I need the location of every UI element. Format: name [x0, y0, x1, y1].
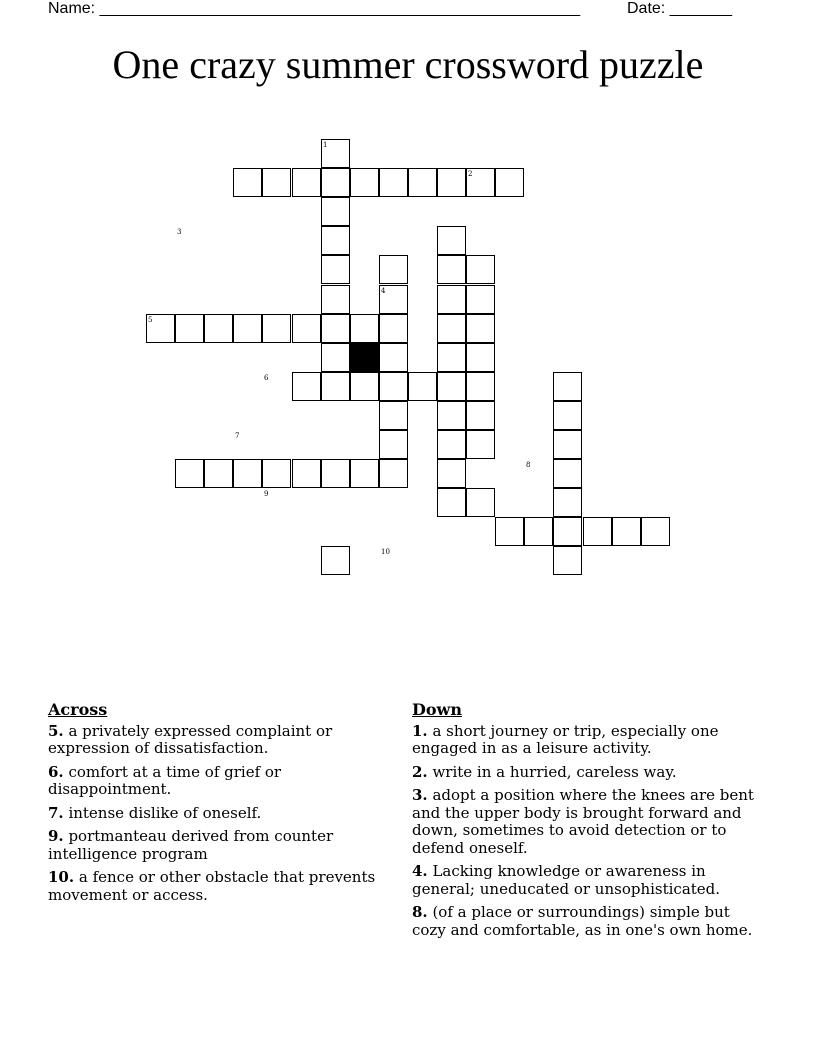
grid-cell[interactable]	[292, 372, 321, 401]
grid-cell[interactable]	[321, 343, 350, 372]
grid-cell[interactable]	[466, 372, 495, 401]
down-clue-1: 1. a short journey or trip, especially one engaged in as a leisure activity.	[412, 721, 719, 757]
grid-cell[interactable]	[321, 314, 350, 343]
grid-cell[interactable]	[583, 517, 612, 546]
grid-cell[interactable]	[292, 459, 321, 488]
grid-cell[interactable]	[321, 285, 350, 314]
grid-cell[interactable]	[379, 401, 408, 430]
grid-cell[interactable]	[437, 343, 466, 372]
across-clue-9: 9. portmanteau derived from counter intelligence program	[48, 827, 334, 863]
across-clue-6: 6. comfort at a time of grief or disappointment.	[48, 762, 282, 798]
grid-cell[interactable]	[437, 285, 466, 314]
across-clue-10: 10. a fence or other obstacle that prevents movement or access.	[48, 868, 376, 904]
down-clue-2: 2. write in a hurried, careless way.	[412, 762, 677, 781]
page-title: One crazy summer crossword puzzle	[112, 42, 704, 87]
clue-number-5: 5	[148, 316, 153, 324]
grid-cell[interactable]	[466, 314, 495, 343]
grid-cell[interactable]	[175, 314, 204, 343]
grid-cell[interactable]	[379, 285, 408, 314]
grid-cell[interactable]	[321, 168, 350, 197]
grid-cell[interactable]	[553, 517, 582, 546]
grid-cell[interactable]	[233, 314, 262, 343]
grid-cell[interactable]	[350, 314, 379, 343]
down-clues	[412, 701, 760, 945]
clue-number-2: 2	[468, 170, 473, 178]
grid-cell[interactable]	[379, 314, 408, 343]
grid-cell[interactable]	[553, 488, 582, 517]
date-line: Date: _______	[627, 0, 732, 17]
grid-cell[interactable]	[437, 459, 466, 488]
clue-number-8: 8	[526, 461, 531, 469]
grid-cell[interactable]	[262, 314, 291, 343]
grid-cell[interactable]	[553, 372, 582, 401]
clue-number-9: 9	[264, 490, 269, 498]
grid-cell[interactable]	[553, 401, 582, 430]
down-heading: Down	[412, 700, 462, 719]
down-clue-8: 8. (of a place or surroundings) simple but cozy and comfortable, as in one's own home.	[412, 903, 753, 939]
grid-cell[interactable]	[292, 314, 321, 343]
grid-cell[interactable]	[321, 372, 350, 401]
grid-cell[interactable]	[379, 168, 408, 197]
grid-cell[interactable]	[437, 488, 466, 517]
grid-cell[interactable]	[466, 430, 495, 459]
grid-cell[interactable]	[437, 226, 466, 255]
grid-cell[interactable]	[233, 459, 262, 488]
grid-cell[interactable]	[321, 255, 350, 284]
grid-cell[interactable]	[321, 546, 350, 575]
clue-number-1: 1	[323, 141, 328, 149]
grid-cell[interactable]	[321, 459, 350, 488]
down-clue-3: 3. adopt a position where the knees are bent and the upper body is brought forward and down, sometimes to avoid detection or to defend oneself.	[412, 786, 754, 857]
grid-cell[interactable]	[350, 168, 379, 197]
name-line: Name: ______________________________________________________	[48, 0, 581, 17]
across-clue-5: 5. a privately expressed complaint or expression of dissatisfaction.	[48, 721, 333, 757]
grid-cell[interactable]	[437, 401, 466, 430]
grid-cell[interactable]	[437, 430, 466, 459]
across-clue-7: 7. intense dislike of oneself.	[48, 803, 262, 822]
grid-cell[interactable]	[437, 255, 466, 284]
grid-cell[interactable]	[292, 168, 321, 197]
grid-cell[interactable]	[146, 314, 175, 343]
grid-cell[interactable]	[408, 372, 437, 401]
grid-cell[interactable]	[321, 197, 350, 226]
grid-cell[interactable]	[379, 343, 408, 372]
grid-cell[interactable]	[379, 372, 408, 401]
grid-cell[interactable]	[641, 517, 670, 546]
clue-number-3: 3	[177, 228, 182, 236]
grid-cell[interactable]	[321, 139, 350, 168]
grid-cell[interactable]	[466, 168, 495, 197]
black-cell	[350, 343, 379, 372]
grid-cell[interactable]	[321, 226, 350, 255]
clue-number-6: 6	[264, 374, 269, 382]
grid-cell[interactable]	[437, 314, 466, 343]
clue-number-7: 7	[235, 432, 240, 440]
grid-cell[interactable]	[379, 459, 408, 488]
grid-cell[interactable]	[204, 459, 233, 488]
grid-cell[interactable]	[379, 255, 408, 284]
grid-cell[interactable]	[350, 372, 379, 401]
down-clue-4: 4. Lacking knowledge or awareness in general; uneducated or unsophisticated.	[412, 862, 721, 898]
grid-cell[interactable]	[524, 517, 553, 546]
grid-cell[interactable]	[466, 488, 495, 517]
grid-cell[interactable]	[175, 459, 204, 488]
grid-cell[interactable]	[553, 459, 582, 488]
grid-cell[interactable]	[495, 168, 524, 197]
clue-number-4: 4	[381, 287, 386, 295]
grid-cell[interactable]	[204, 314, 233, 343]
grid-cell[interactable]	[466, 401, 495, 430]
grid-cell[interactable]	[437, 168, 466, 197]
grid-cell[interactable]	[408, 168, 437, 197]
grid-cell[interactable]	[262, 168, 291, 197]
grid-cell[interactable]	[233, 168, 262, 197]
clue-number-10: 10	[381, 548, 390, 556]
grid-cell[interactable]	[553, 430, 582, 459]
grid-cell[interactable]	[262, 459, 291, 488]
grid-cell[interactable]	[495, 517, 524, 546]
across-heading: Across	[48, 700, 108, 719]
grid-cell[interactable]	[466, 285, 495, 314]
across-clues	[48, 701, 396, 910]
grid-cell[interactable]	[553, 546, 582, 575]
grid-cell[interactable]	[379, 430, 408, 459]
grid-cell[interactable]	[437, 372, 466, 401]
grid-cell[interactable]	[612, 517, 641, 546]
grid-cell[interactable]	[350, 459, 379, 488]
grid-cell[interactable]	[466, 343, 495, 372]
grid-cell[interactable]	[466, 255, 495, 284]
